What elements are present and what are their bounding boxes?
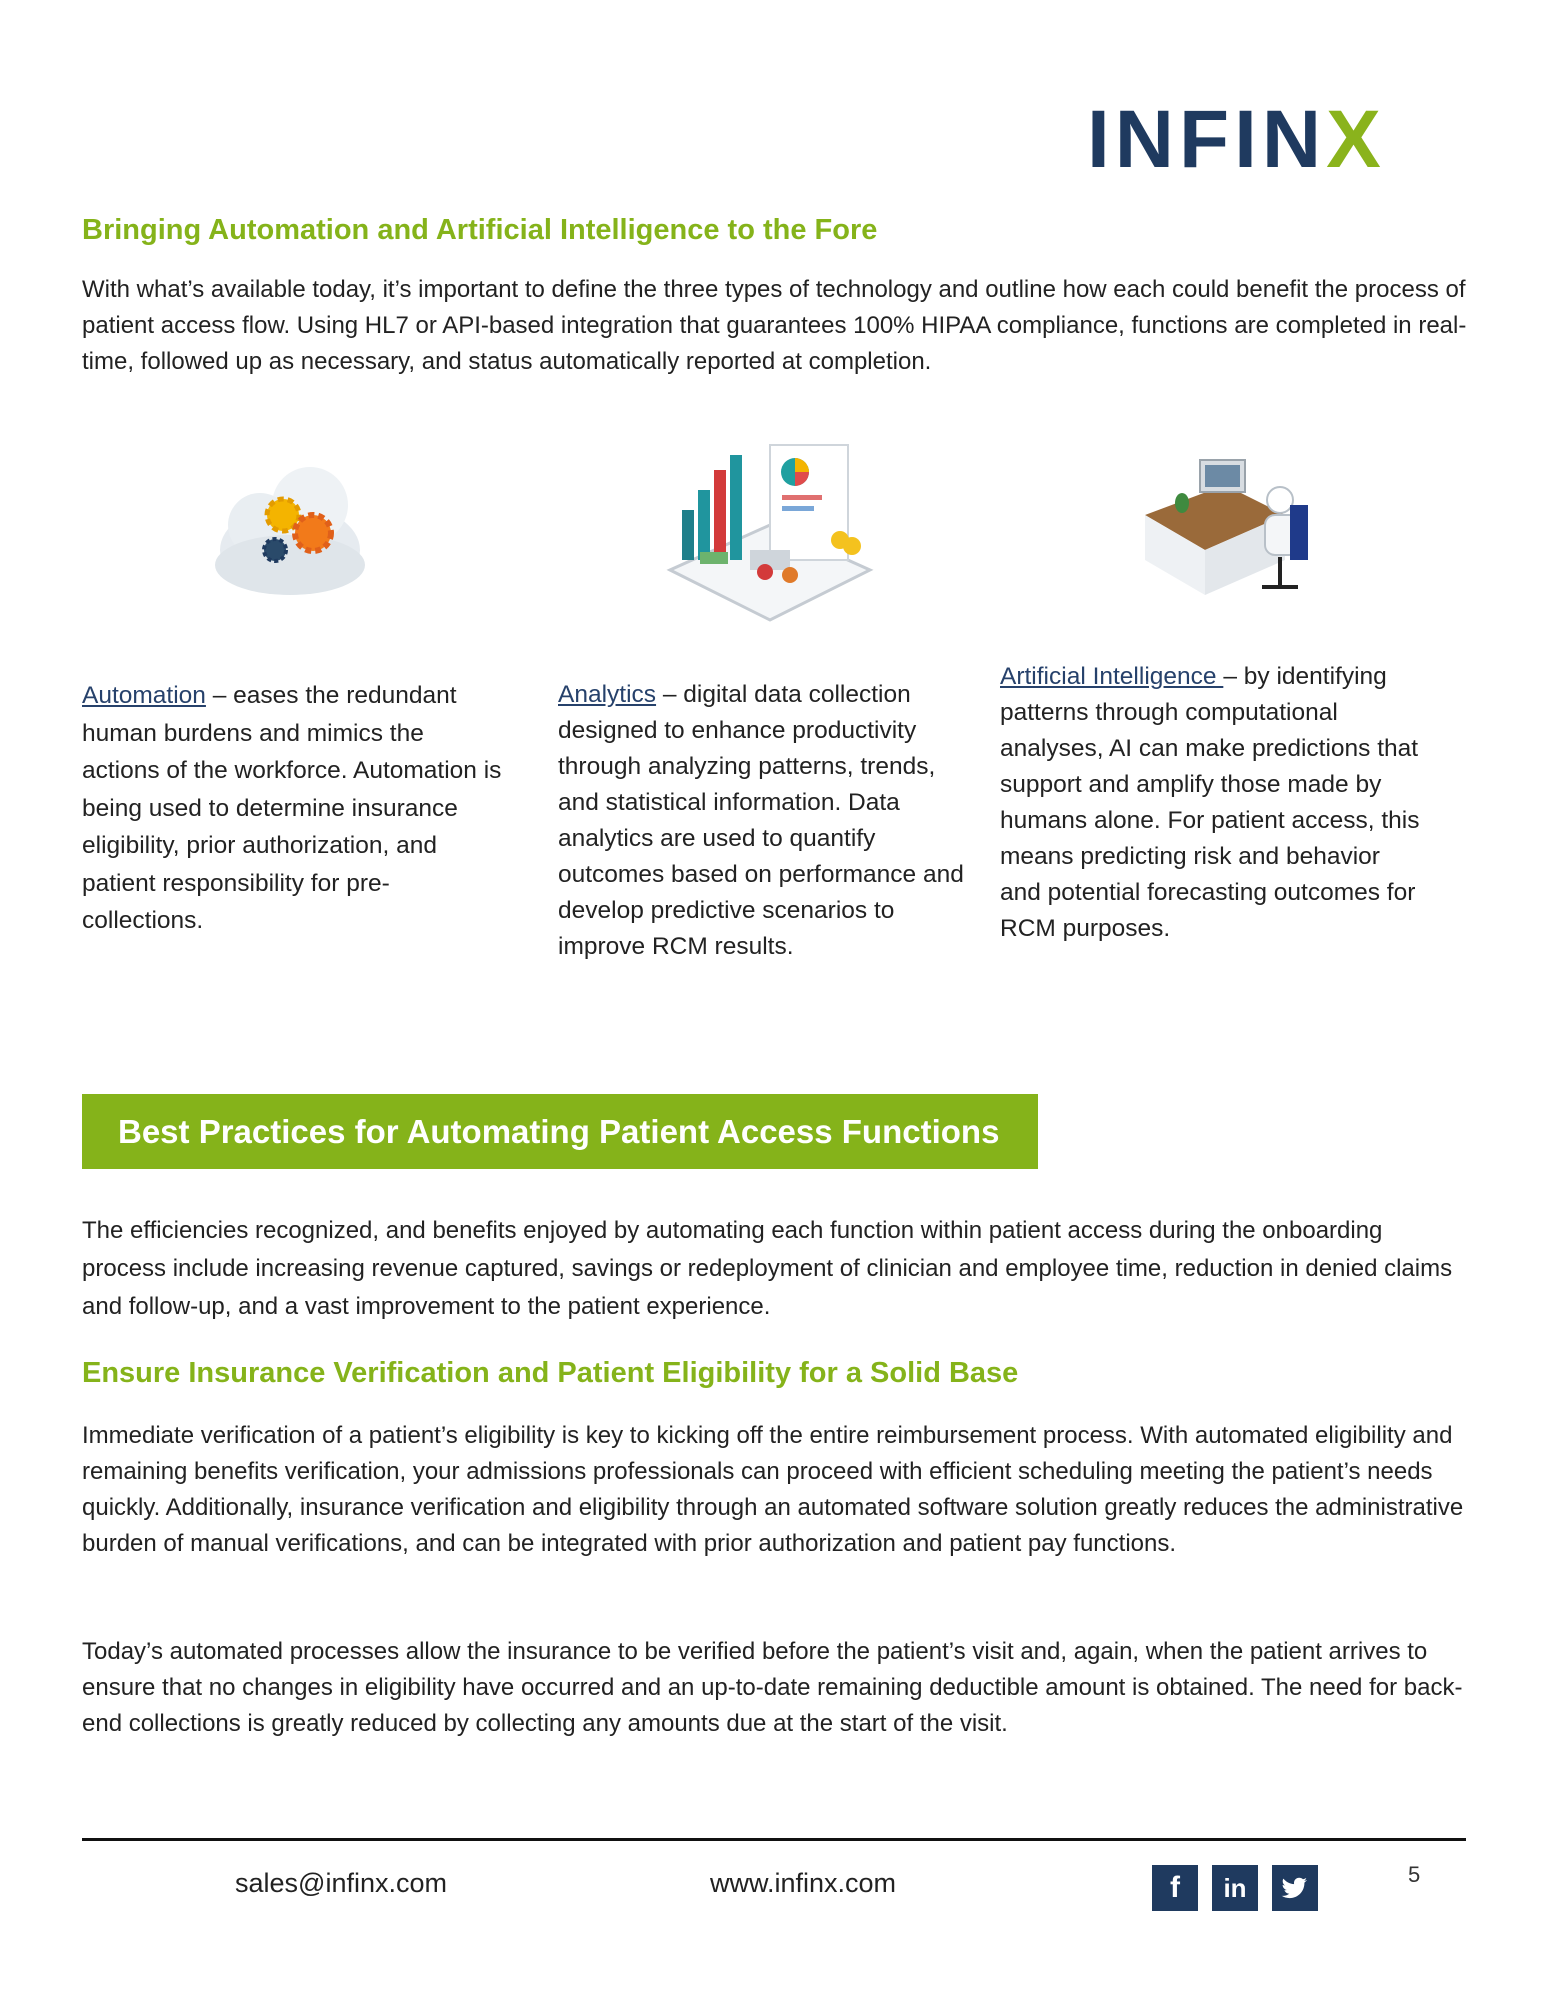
section-heading-automation-ai: Bringing Automation and Artificial Intelligence to the Fore xyxy=(82,214,878,246)
logo-text: INFIN xyxy=(1087,94,1327,185)
page-number: 5 xyxy=(1408,1862,1421,1887)
automation-description: – eases the redundant human burdens and mimics the actions of the workforce. Automation is being used to determine insurance eligibility, prior authorization, and patient responsibility for pre-collections. xyxy=(82,682,502,934)
analytics-description: – digital data collection designed to enhance productivity through analyzing patterns, trends, and statistical information. Data analytics are used to quantify outcomes based on performance and develop predictive scenarios to improve RCM results. xyxy=(558,681,964,960)
section-heading-insurance-verification: Ensure Insurance Verification and Patient Eligibility for a Solid Base xyxy=(82,1357,1019,1389)
artificial-intelligence-link[interactable]: Artificial Intelligence xyxy=(1000,663,1224,690)
logo-accent: X xyxy=(1326,94,1386,185)
ai-robot-desk-icon xyxy=(1140,445,1320,605)
linkedin-icon[interactable]: in xyxy=(1212,1865,1258,1911)
cloud-gears-icon xyxy=(205,455,375,605)
footer-email[interactable]: sales@infinx.com xyxy=(235,1868,447,1898)
infinx-logo xyxy=(1087,94,1387,185)
twitter-icon[interactable] xyxy=(1272,1865,1318,1911)
automation-link[interactable]: Automation xyxy=(82,682,206,709)
ai-column xyxy=(1000,659,1420,947)
footer-website[interactable]: www.infinx.com xyxy=(710,1868,897,1898)
best-practices-banner: Best Practices for Automating Patient Access Functions xyxy=(82,1094,1038,1169)
analytics-column xyxy=(558,677,978,965)
section-intro: With what’s available today, it’s important to define the three types of technology and outline how each could benefit the process of patient access flow. Using HL7 or API-based integration that guarantees 100% HIPAA compliance, functions are completed in real-time, followed up as necessary, and status automatically reported at completion. xyxy=(82,276,1467,375)
automation-column xyxy=(82,677,502,940)
analytics-dashboard-icon xyxy=(660,440,880,630)
analytics-link[interactable]: Analytics xyxy=(558,681,657,708)
twitter-bird-icon xyxy=(1272,1865,1318,1911)
best-practices-intro: The efficiencies recognized, and benefits enjoyed by automating each function within patient access during the onboarding process include increasing revenue captured, savings or redeployment of clinician and employee time, reduction in denied claims and follow-up, and a vast improvement to the patient experience. xyxy=(82,1217,1453,1320)
facebook-icon[interactable]: f xyxy=(1152,1865,1198,1911)
ai-description: – by identifying patterns through computational analyses, AI can make predictions that support and amplify those made by humans alone. For patient access, this means predicting risk and behavior and potential forecasting outcomes for RCM purposes. xyxy=(1000,663,1420,942)
verification-paragraph-2: Today’s automated processes allow the insurance to be verified before the patient’s visit and, again, when the patient arrives to ensure that no changes in eligibility have occurred and an up-to-date remaining deductible amount is obtained. The need for back-end collections is greatly reduced by collecting any amounts due at the start of the visit. xyxy=(82,1638,1463,1737)
verification-paragraph-1: Immediate verification of a patient’s eligibility is key to kicking off the entire reimbursement process. With automated eligibility and remaining benefits verification, your admissions professionals can proceed with efficient scheduling meeting the patient’s needs quickly. Additionally, insurance verification and eligibility through an automated software solution greatly reduces the administrative burden of manual verifications, and can be integrated with prior authorization and patient pay functions. xyxy=(82,1422,1464,1557)
footer-divider xyxy=(82,1838,1466,1841)
